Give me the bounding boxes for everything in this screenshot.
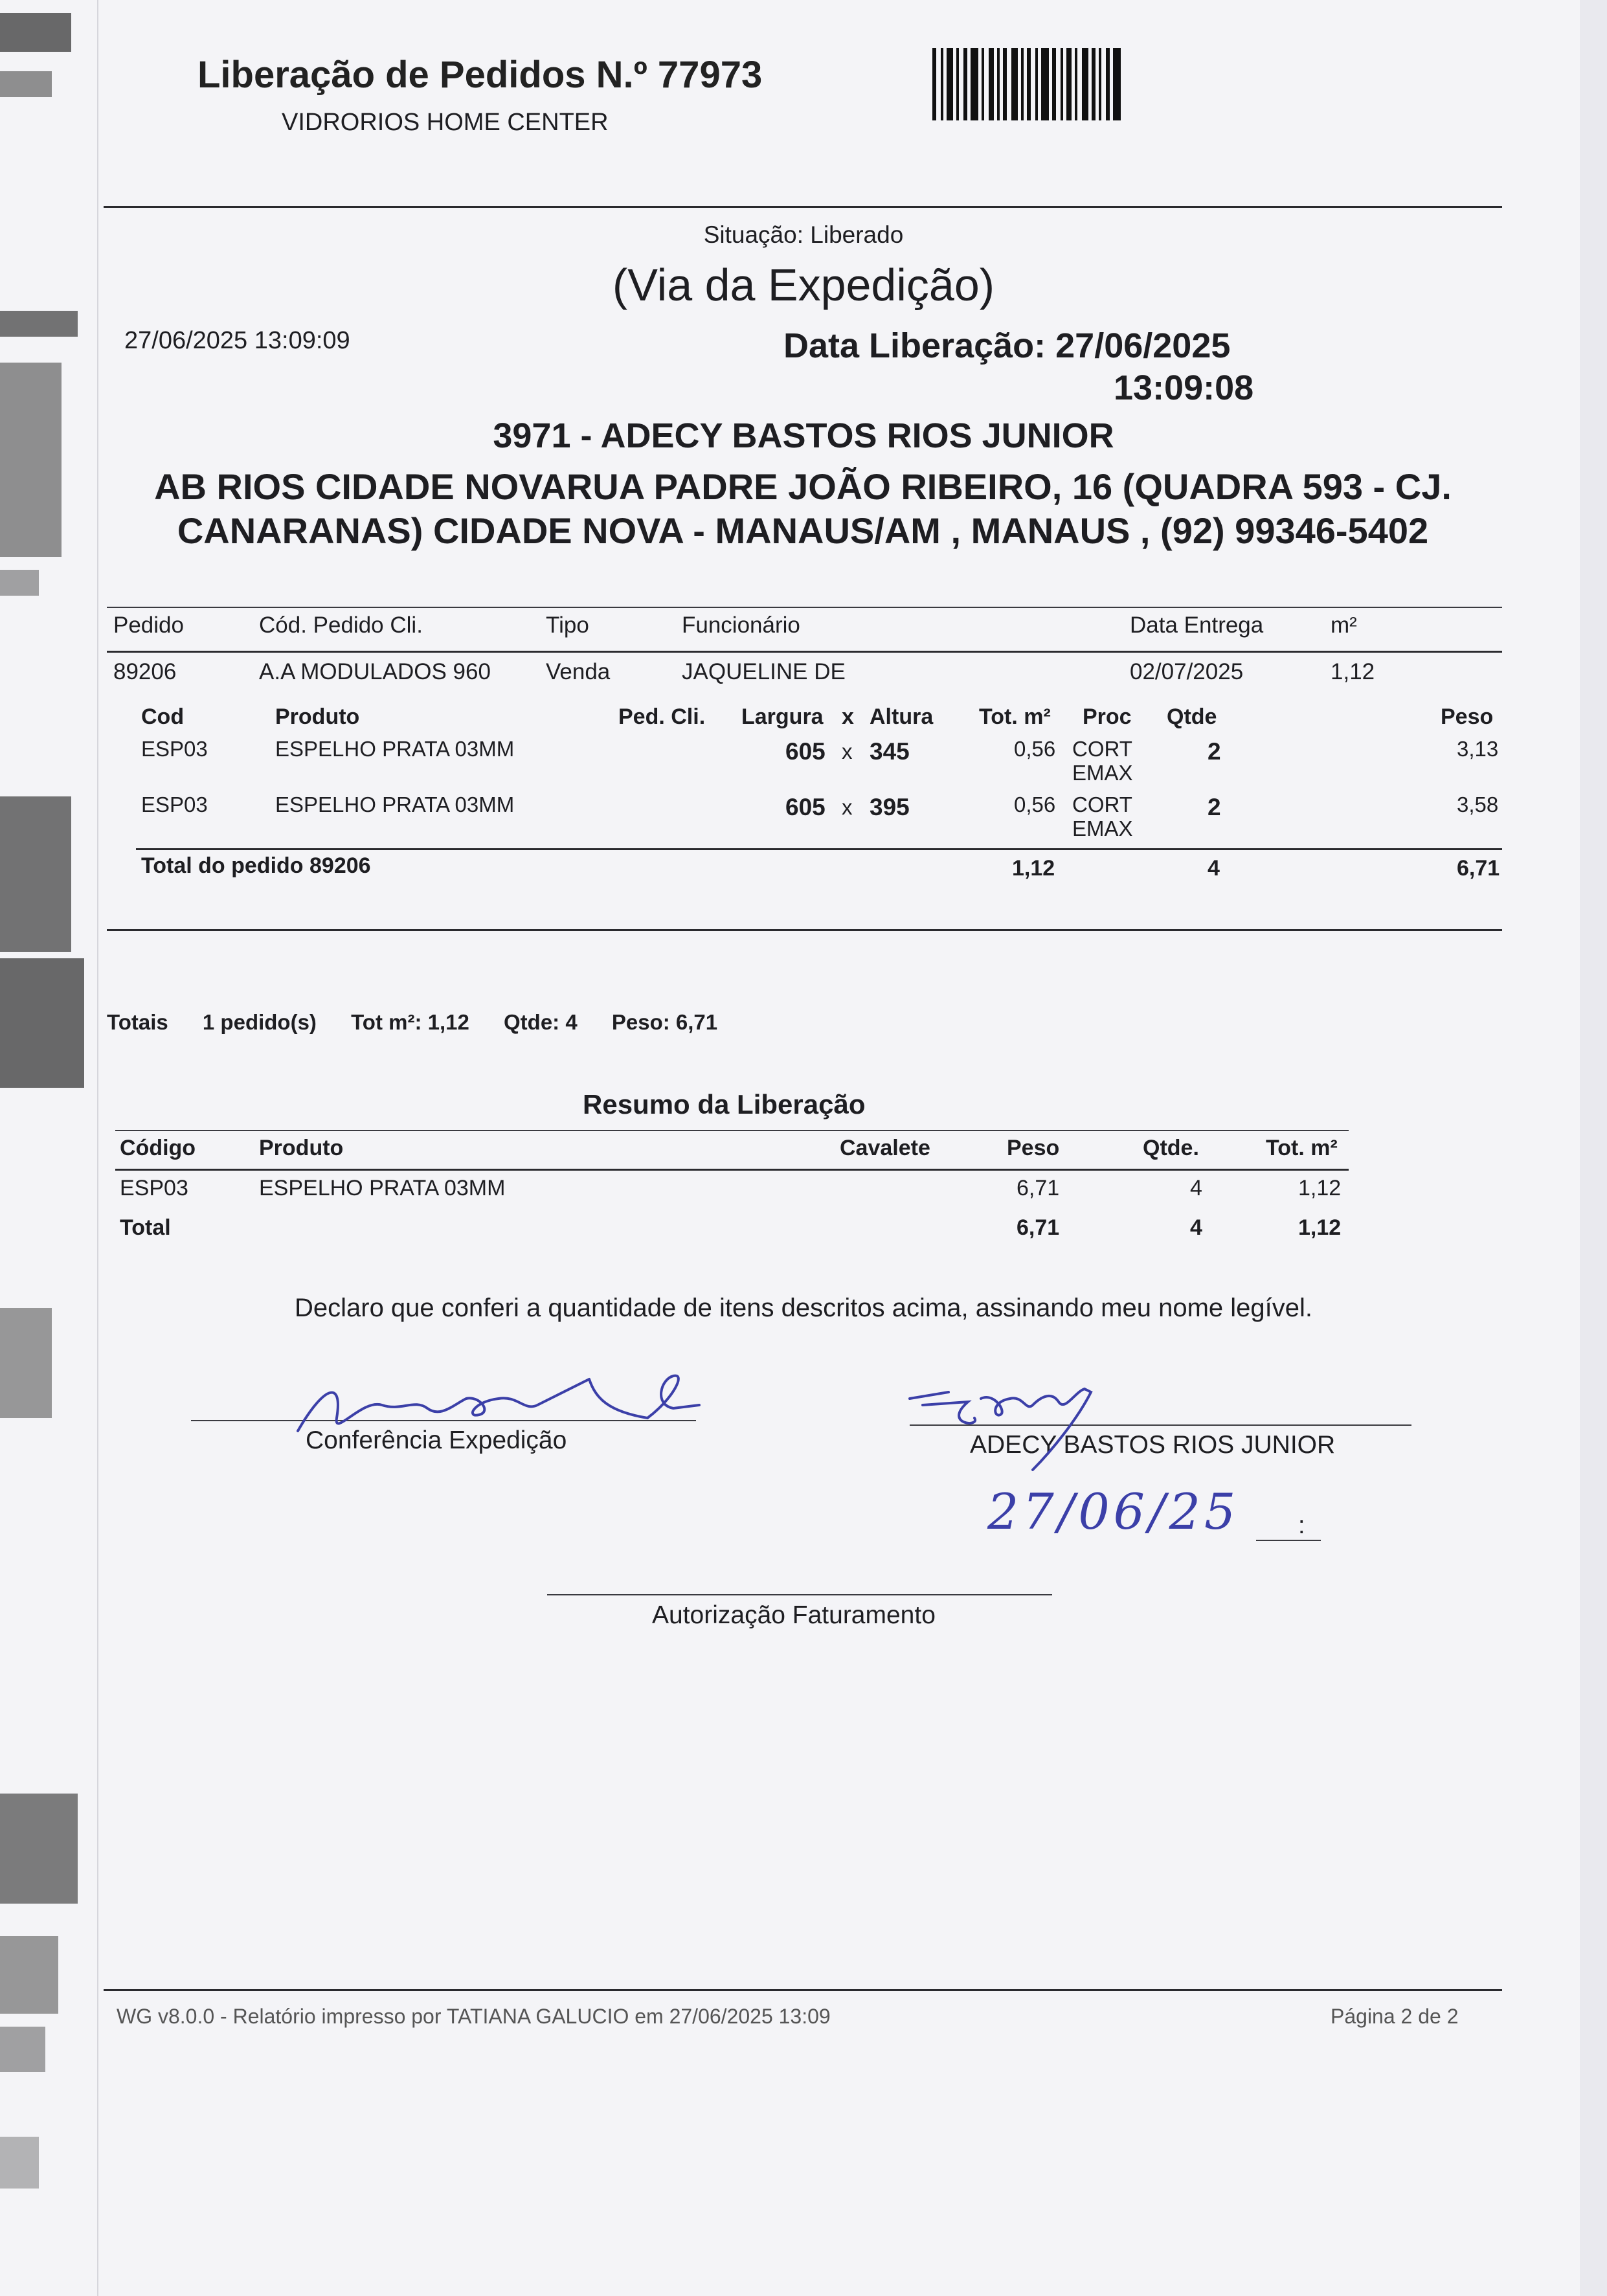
- page-number: Página 2 de 2: [1331, 2005, 1459, 2028]
- col-header-m2: m²: [1331, 613, 1357, 638]
- item-col-tot-m2: Tot. m²: [979, 704, 1051, 729]
- summary-col-cavalete: Cavalete: [840, 1136, 930, 1160]
- declaration-text: Declaro que conferi a quantidade de itens descritos acima, assinando meu nome legível.: [294, 1294, 1313, 1322]
- item-tot-m2: 0,56: [1014, 737, 1056, 761]
- grand-totals-qtde: Qtde: 4: [504, 1010, 578, 1034]
- copy-type-heading: (Via da Expedição): [612, 260, 995, 310]
- col-header-pedido: Pedido: [113, 613, 184, 638]
- item-col-cod: Cod: [141, 704, 185, 729]
- item-tot-m2: 0,56: [1014, 793, 1056, 816]
- item-col-peso: Peso: [1441, 704, 1494, 729]
- summary-top-rule: [115, 1130, 1349, 1131]
- item-x: x: [842, 739, 853, 763]
- item-largura: 605: [785, 794, 826, 820]
- release-time: 13:09:08: [1114, 368, 1254, 407]
- barcode-bar: [963, 48, 967, 120]
- item-altura: 395: [870, 794, 910, 820]
- header-divider: [104, 206, 1502, 208]
- footer-report-info: WG v8.0.0 - Relatório impresso por TATIANA GALUCIO em 27/06/2025 13:09: [117, 2005, 831, 2028]
- col-header-cod-pedido-cli: Cód. Pedido Cli.: [259, 613, 423, 638]
- printed-datetime: 27/06/2025 13:09:09: [124, 327, 350, 354]
- barcode-bar: [1021, 48, 1024, 120]
- customer-address-line-1: AB RIOS CIDADE NOVARUA PADRE JOÃO RIBEIRO, 16 (QUADRA 593 - CJ.: [154, 466, 1452, 507]
- signature-label-cliente: ADECY BASTOS RIOS JUNIOR: [970, 1431, 1336, 1459]
- item-qtde: 2: [1208, 738, 1221, 765]
- barcode-bar: [1099, 48, 1101, 120]
- company-name: VIDRORIOS HOME CENTER: [282, 109, 609, 136]
- item-col-produto: Produto: [275, 704, 360, 729]
- item-altura: 345: [870, 738, 910, 765]
- item-col-ped-cli: Ped. Cli.: [618, 704, 706, 729]
- barcode-bar: [1041, 48, 1049, 120]
- customer-name: 3971 - ADECY BASTOS RIOS JUNIOR: [493, 416, 1114, 455]
- delivery-date: 02/07/2025: [1130, 659, 1244, 684]
- col-header-data-entrega: Data Entrega: [1130, 613, 1264, 638]
- handwritten-signature-conferencia: [285, 1360, 706, 1444]
- barcode-bar: [1092, 48, 1096, 120]
- grand-totals: [107, 1010, 746, 1035]
- summary-col-qtde: Qtde.: [1143, 1136, 1199, 1160]
- grand-totals-label: Totais: [107, 1010, 168, 1034]
- summary-total-m2: 1,12: [1298, 1215, 1342, 1240]
- signature-label-autorizacao: Autorização Faturamento: [652, 1601, 936, 1629]
- summary-tot-m2: 1,12: [1298, 1176, 1342, 1200]
- time-blank-separator: :: [1298, 1512, 1305, 1539]
- item-largura: 605: [785, 738, 826, 765]
- summary-col-codigo: Código: [120, 1136, 196, 1160]
- col-header-funcionario: Funcionário: [682, 613, 800, 638]
- item-proc-2: EMAX: [1072, 816, 1133, 840]
- order-type: Venda: [546, 659, 611, 684]
- summary-total-peso: 6,71: [1017, 1215, 1060, 1240]
- handwritten-date: 27/06/25: [987, 1483, 1240, 1540]
- summary-total-label: Total: [120, 1215, 171, 1240]
- summary-col-produto: Produto: [259, 1136, 344, 1160]
- item-produto: ESPELHO PRATA 03MM: [275, 737, 515, 761]
- item-proc: CORT: [1072, 793, 1132, 816]
- signature-line-autorizacao: [547, 1594, 1052, 1595]
- scan-edge-artifact: [0, 0, 97, 2296]
- items-total-rule: [136, 848, 1502, 850]
- barcode-bar: [1011, 48, 1018, 120]
- summary-col-peso: Peso: [1007, 1136, 1060, 1160]
- barcode-bar: [1082, 48, 1088, 120]
- barcode-bar: [1035, 48, 1038, 120]
- summary-col-tot-m2: Tot. m²: [1266, 1136, 1338, 1160]
- summary-codigo: ESP03: [120, 1176, 188, 1200]
- barcode-bar: [1027, 48, 1031, 120]
- barcode-bar: [989, 48, 994, 120]
- barcode-bar: [971, 48, 978, 120]
- item-col-largura: Largura: [741, 704, 824, 729]
- barcode-bar: [956, 48, 959, 120]
- customer-order-code: A.A MODULADOS 960: [259, 659, 491, 684]
- order-total-qtde: 4: [1208, 856, 1220, 881]
- summary-qtde: 4: [1190, 1176, 1202, 1200]
- footer-rule: [104, 1989, 1502, 1991]
- item-col-x: x: [842, 704, 854, 729]
- item-peso: 3,13: [1457, 737, 1499, 761]
- order-total-peso: 6,71: [1457, 856, 1500, 881]
- document-title: Liberação de Pedidos N.º 77973: [197, 54, 763, 96]
- order-total-label: Total do pedido 89206: [141, 853, 371, 878]
- item-cod: ESP03: [141, 737, 208, 761]
- release-date: Data Liberação: 27/06/2025: [783, 326, 1231, 365]
- scan-fold-line: [97, 0, 98, 2296]
- barcode: [932, 48, 1182, 120]
- status-text: Situação: Liberado: [703, 221, 904, 248]
- barcode-bar: [997, 48, 1000, 120]
- summary-peso: 6,71: [1017, 1176, 1060, 1200]
- barcode-bar: [932, 48, 936, 120]
- grand-totals-m2: Tot m²: 1,12: [351, 1010, 469, 1034]
- order-m2: 1,12: [1331, 659, 1375, 684]
- barcode-bar: [1052, 48, 1056, 120]
- item-col-altura: Altura: [870, 704, 934, 729]
- order-number: 89206: [113, 659, 177, 684]
- item-proc: CORT: [1072, 737, 1132, 761]
- summary-title: Resumo da Liberação: [583, 1089, 866, 1120]
- date-blank-line: [1256, 1540, 1321, 1541]
- item-qtde: 2: [1208, 794, 1221, 820]
- barcode-bar: [941, 48, 943, 120]
- order-table-top-rule: [107, 607, 1502, 608]
- items-end-rule: [107, 929, 1502, 931]
- item-col-qtde: Qtde: [1167, 704, 1217, 729]
- summary-header-rule: [115, 1169, 1349, 1171]
- barcode-bar: [1113, 48, 1121, 120]
- barcode-bar: [1003, 48, 1007, 120]
- scan-right-edge: [1580, 0, 1607, 2296]
- item-cod: ESP03: [141, 793, 208, 816]
- signature-label-conferencia: Conferência Expedição: [306, 1426, 567, 1454]
- barcode-bar: [1061, 48, 1063, 120]
- handwritten-signature-cliente: [897, 1366, 1130, 1476]
- barcode-bar: [1066, 48, 1072, 120]
- order-table-header-rule: [107, 651, 1502, 653]
- item-peso: 3,58: [1457, 793, 1499, 816]
- customer-address-line-2: CANARANAS) CIDADE NOVA - MANAUS/AM , MANAUS , (92) 99346-5402: [177, 510, 1429, 551]
- grand-totals-orders: 1 pedido(s): [202, 1010, 317, 1034]
- barcode-bar: [982, 48, 984, 120]
- summary-total-qtde: 4: [1190, 1215, 1202, 1240]
- item-proc-2: EMAX: [1072, 761, 1133, 785]
- barcode-bar: [1075, 48, 1077, 120]
- col-header-tipo: Tipo: [546, 613, 589, 638]
- barcode-bar: [947, 48, 953, 120]
- item-x: x: [842, 795, 853, 819]
- item-produto: ESPELHO PRATA 03MM: [275, 793, 515, 816]
- employee: JAQUELINE DE: [682, 659, 846, 684]
- barcode-bar: [1106, 48, 1110, 120]
- order-total-m2: 1,12: [1012, 856, 1055, 881]
- item-col-proc: Proc: [1083, 704, 1132, 729]
- grand-totals-peso: Peso: 6,71: [611, 1010, 718, 1034]
- summary-produto: ESPELHO PRATA 03MM: [259, 1176, 506, 1200]
- customer-address: [97, 465, 1509, 553]
